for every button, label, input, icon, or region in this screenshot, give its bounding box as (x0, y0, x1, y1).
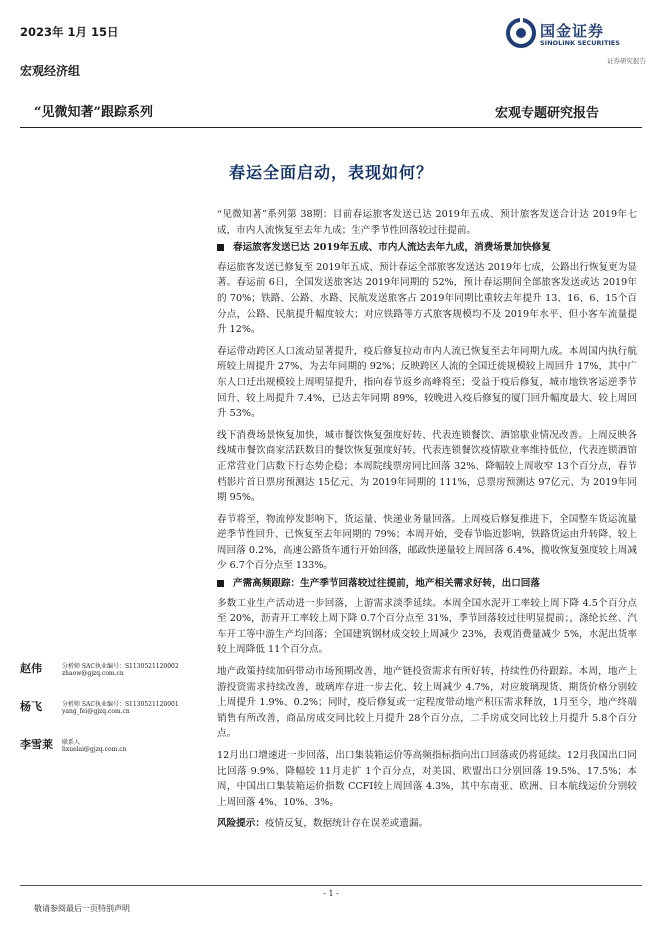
analyst-email[interactable]: yang_fei@gjzq.com.cn (62, 708, 130, 715)
section-heading-text: 产需高频跟踪：生产季节回落较过往提前，地产相关需求好转，出口回落 (233, 578, 540, 590)
body-paragraph: 春运旅客发送已修复至 2019年五成、预计春运全部旅客发送达 2019年七成，公路出行恢复更为显著。春运前 6日，全国发送旅客达 2019年同期的 52%，预计春运期间全部旅客发送或达 2019年的 70%；铁路、公路、水路、民航发送旅客占 2019年同期比重较去年提升 13、16、6、15个百分点，公路、民航提升幅度较大；对应铁路等方式旅客规模均不及 2019年水平、但小客车流量提升 12%。 (217, 261, 637, 336)
analyst-card (20, 660, 210, 698)
analyst-email[interactable]: lixuelai@gjzq.com.cn (62, 746, 127, 753)
risk-note (217, 816, 637, 832)
logo-name-en: SINOLINK SECURITIES (540, 39, 620, 47)
square-bullet-icon (217, 580, 224, 587)
series-name: “见微知著”跟踪系列 (34, 105, 153, 120)
research-group: 宏观经济组 (20, 64, 81, 78)
disclaimer-note: 敬请参阅最后一页特别声明 (34, 904, 130, 913)
report-date: 2023年 1月 15日 (20, 25, 119, 39)
section-heading (217, 240, 637, 256)
logo-name-cn: 国金证券 (540, 22, 605, 40)
body-paragraph: 春节将至，物流停发影响下，货运量、快递业务量回落。上周疫后修复推进下，全国整车货运流量逆季节性回升、已恢复至去年同期的 79%；本周开始，受春节临近影响，铁路货运由升转降、较上周回落 0.2%，高速公路货车通行开始回落，邮政快递量较上周回落 6.4%，揽收恢复强度较上周减少 6.7个百分点至 133%。 (217, 513, 637, 572)
analyst-name: 李雪莱 (20, 738, 53, 751)
body-paragraph: 春运带动跨区人口流动显著提升，疫后修复拉动市内人流已恢复至去年同期九成。本周国内执行航班较上周提升 27%、为去年同期的 92%；反映跨区人流的全国迁徙规模较上周回升 17%，其中广东人口迁出规模较上周明显提升，指向春节返乡高峰将至；受益于疫后修复，城市地铁客运逆季节回升、较上周提升 7.4%，已达去年同期 89%，较晚进入疫后修复的厦门回升幅度最大、较上周回升 53%。 (217, 345, 637, 420)
analyst-name: 杨飞 (20, 700, 42, 713)
section-heading-text: 春运旅客发送已达 2019年五成、市内人流达去年九成，消费场景加快修复 (233, 242, 551, 254)
analyst-card (20, 698, 210, 736)
report-body (217, 207, 637, 832)
body-paragraph: 线下消费场景恢复加快，城市餐饮恢复强度好转、代表连锁餐饮、酒馆歇业情况改善。上周反映各线城市餐饮商家活跃数目的餐饮恢复强度好转，代表连锁餐饮疫情歇业率维持低位，代表连锁酒馆正常营业门店数下行态势企稳；本周院线票房同比回落 32%、降幅较上周收窄 13个百分点，春节档影片首日票房预测达 15亿元、为 2019年同期的 111%，总票房预测达 97亿元、为 2019年同期 95%。 (217, 429, 637, 504)
square-bullet-icon (217, 244, 224, 251)
analyst-list (20, 660, 210, 774)
analyst-credential: 联系人 (62, 739, 81, 746)
company-logo (506, 18, 646, 68)
section-heading (217, 576, 637, 592)
analyst-email[interactable]: zhaow@gjzq.com.cn (62, 670, 124, 677)
page-number: - 1 - (323, 889, 339, 898)
body-paragraph: 12月出口增速进一步回落，出口集装箱运价等高频指标指向出口回落或仍将延续。12月我国出口同比回落 9.9%、降幅较 11月走扩 1个百分点，对美国、欧盟出口分别回落 19.5%、17.5%；本周，中国出口集装箱运价指数 CCFI较上周回落 4.3%，其中东南亚、欧洲、日本航线运价分别较上周回落 4%、10%、3%。 (217, 750, 637, 808)
logo-tagline: 证券研究报告 (607, 57, 646, 65)
body-paragraph: 多数工业生产活动进一步回落，上游需求淡季延续。本周全国水泥开工率较上周下降 4.5个百分点至 20%，沥青开工率较上周下降 0.7个百分点至 31%，季节回落较过往明显提前；，涤纶长丝、汽车开工等中游生产均回落；全国建筑钢材成交较上周减少 23%，表观消费量减少 5%，水泥出货率较上周降低 11个百分点。 (217, 597, 637, 656)
summary-paragraph: “见微知著”系列第 38期：目前春运旅客发送已达 2019年五成、预计旅客发送合计达 2019年七成，市内人流恢复至去年九成；生产季节性回落较过往提前。 (217, 209, 637, 236)
analyst-name: 赵伟 (20, 662, 42, 675)
analyst-card (20, 736, 210, 774)
risk-label: 风险提示： (217, 818, 265, 830)
risk-text: 疫情反复，数据统计存在误差或遗漏。 (264, 818, 429, 830)
report-type: 宏观专题研究报告 (495, 106, 600, 121)
body-paragraph: 地产政策持续加码带动市场预期改善，地产链投资需求有所好转，持续性仍待跟踪。本周，地产上游投资需求持续改善，玻璃库存进一步去化、较上周减少 4.7%，对应玻璃现货、期货价格分别较上周提升 1.9%、0.2%；同时，疫后修复或一定程度带动地产积压需求释放，1月至今，地产终端销售有所改善，商品房成交同比较上月提升 28个百分点，二手房成交同比较上月提升 5.8个百分点。 (217, 666, 637, 740)
header-rule (20, 127, 642, 128)
analyst-credential: 分析师 SAC执业编号：S1130521120002 (62, 663, 179, 670)
report-title: 春运全面启动，表现如何？ (228, 163, 433, 182)
sinolink-logo-icon (506, 18, 536, 48)
footer-rule (20, 885, 642, 886)
analyst-credential: 分析师 SAC执业编号：S1130521120001 (62, 701, 179, 708)
